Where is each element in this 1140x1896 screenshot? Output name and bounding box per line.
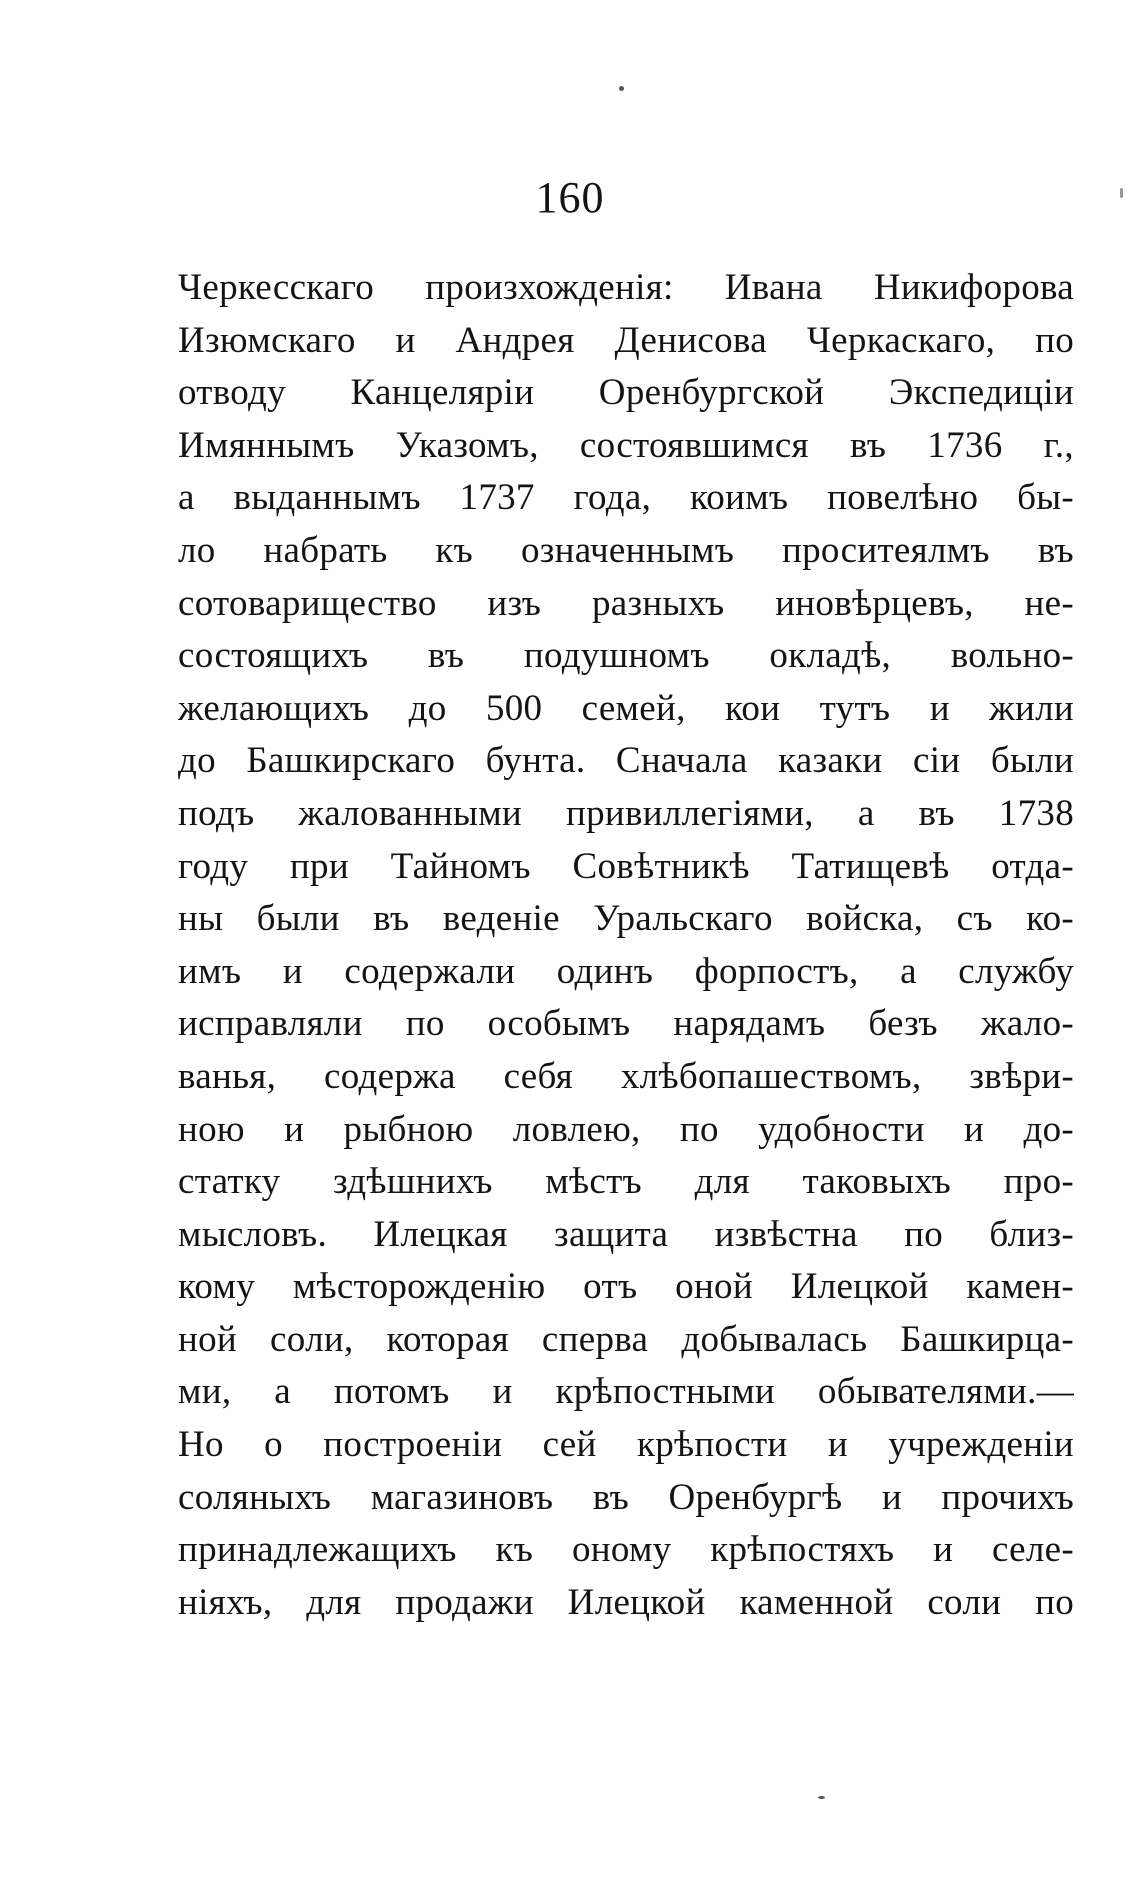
text-line: ми, а потомъ и крѣпостными обывателями.—: [178, 1371, 1074, 1413]
text-line: подъ жалованными привиллегіями, а въ 1738: [178, 792, 1074, 834]
text-line: соляныхъ магазиновъ въ Оренбургѣ и прочихъ: [178, 1476, 1074, 1518]
page-number: 160: [535, 173, 605, 222]
text-line: ны были въ веденіе Уральскаго войска, съ ко-: [178, 898, 1074, 940]
text-line: году при Тайномъ Совѣтникѣ Татищевѣ отда-: [178, 845, 1074, 887]
text-line: статку здѣшнихъ мѣстъ для таковыхъ про-: [178, 1161, 1074, 1203]
text-line: ло набрать къ означеннымъ проситеялмъ въ: [178, 529, 1074, 571]
text-line: а выданнымъ 1737 года, коимъ повелѣно бы-: [178, 477, 1074, 519]
text-line: желающихъ до 500 семей, кои тутъ и жили: [178, 687, 1074, 729]
text-line: Изюмскаго и Андрея Денисова Черкаскаго, по: [178, 319, 1074, 361]
text-line: Имяннымъ Указомъ, состоявшимся въ 1736 г.,: [178, 424, 1074, 466]
text-line: Но о построеніи сей крѣпости и учрежденіи: [178, 1424, 1074, 1466]
text-line: мысловъ. Илецкая защита извѣстна по близ-: [178, 1213, 1074, 1255]
text-line: имъ и содержали одинъ форпостъ, а службу: [178, 950, 1074, 992]
text-line: до Башкирскаго бунта. Сначала казаки сіи были: [178, 740, 1074, 782]
text-line: Черкесскаго произхожденія: Ивана Никифорова: [178, 267, 1074, 308]
text-line: отводу Канцеляріи Оренбургской Экспедиціи: [178, 372, 1074, 414]
text-line: состоящихъ въ подушномъ окладѣ, вольно-: [178, 635, 1074, 677]
text-line: ною и рыбною ловлею, по удобности и до-: [178, 1108, 1074, 1150]
text-line: сотоварищество изъ разныхъ иновѣрцевъ, не-: [178, 582, 1074, 624]
text-line: ной соли, которая сперва добывалась Башкирца-: [178, 1318, 1074, 1360]
text-line: принадлежащихъ къ оному крѣпостяхъ и селе-: [178, 1529, 1074, 1571]
ink-speck: [619, 86, 624, 91]
text-line: исправляли по особымъ нарядамъ безъ жало-: [178, 1003, 1074, 1045]
text-line: ніяхъ, для продажи Илецкой каменной соли по: [178, 1581, 1074, 1623]
text-line: ванья, содержа себя хлѣбопашествомъ, звѣри-: [178, 1055, 1074, 1097]
ink-speck: [818, 1796, 825, 1799]
text-line: кому мѣсторожденію отъ оной Илецкой камен-: [178, 1266, 1074, 1308]
body-text: [178, 262, 1074, 1629]
